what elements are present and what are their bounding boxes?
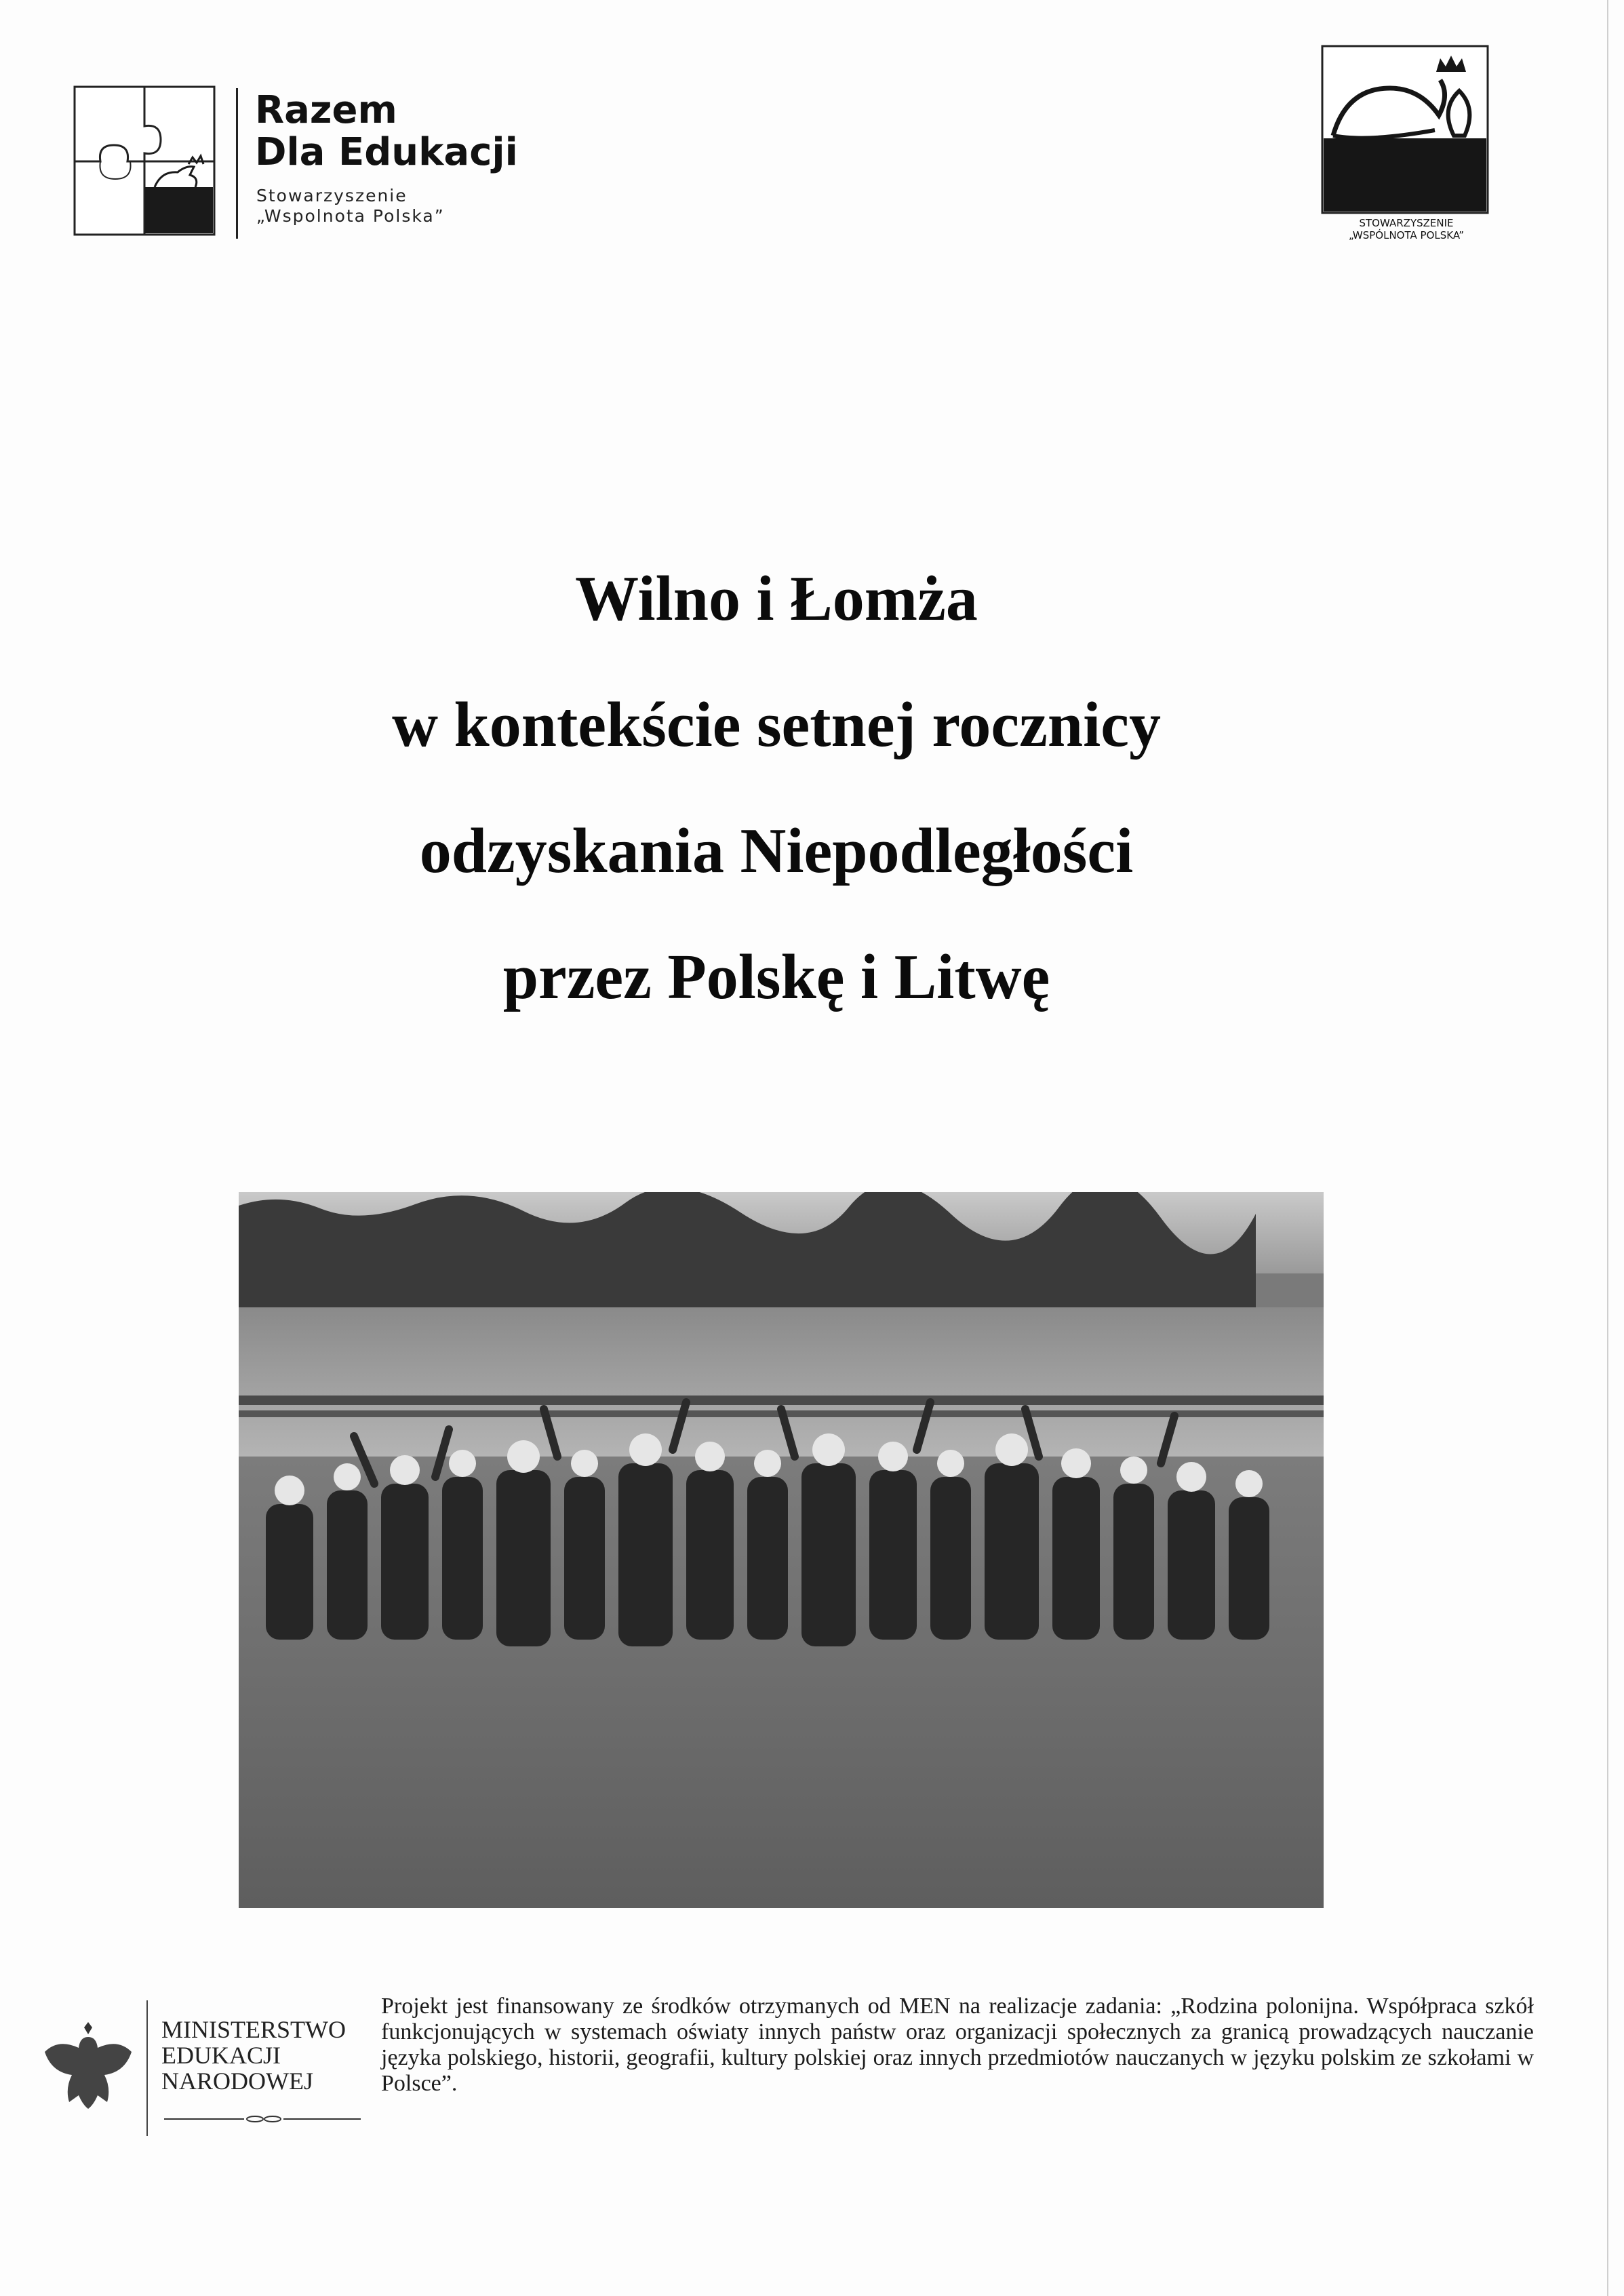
title-line1: Wilno i Łomża — [575, 563, 978, 634]
logo-subtitle-line2: „Wspolnota Polska” — [256, 206, 445, 226]
title-line3: odzyskania Niepodległości — [419, 816, 1134, 886]
ministry-line2: EDUKACJI — [161, 2042, 281, 2069]
group-photo-illustration — [239, 1192, 1324, 1908]
logo-caption-line2: „WSPÓLNOTA POLSKA” — [1348, 229, 1465, 241]
ministry-ornament — [164, 2114, 361, 2124]
title-line4: przez Polskę i Litwę — [502, 942, 1050, 1012]
puzzle-icon — [73, 85, 216, 236]
page-edge — [1607, 0, 1608, 2296]
crowned-swan-icon — [1321, 45, 1489, 214]
group-photo — [239, 1192, 1324, 1908]
logo-title — [255, 90, 518, 174]
footer — [41, 1994, 1534, 2156]
title-line2: w kontekście setnej rocznicy — [392, 690, 1161, 760]
ministry-line1: MINISTERSTWO — [161, 2016, 346, 2043]
razem-dla-edukacji-logo — [73, 85, 548, 241]
wspolnota-polska-logo — [1321, 45, 1492, 255]
funding-notice: Projekt jest finansowany ze środków otrzymanych od MEN na realizacje zadania: „Rodzina polonijna. Współpraca szkół funkcjonujących w systemach oświaty innych państw oraz organizacji społecznych za granicą prowadzących nauczanie języka polskiego, historii, geografii, kultury polskiej oraz innych przedmiotów nauczanych w języku polskim ze szkołami w Polsce”. — [381, 1994, 1534, 2096]
document-title — [136, 536, 1417, 1040]
logo-subtitle-line1: Stowarzyszenie — [256, 186, 408, 205]
polish-eagle-icon — [41, 2021, 136, 2122]
logo-caption-line1: STOWARZYSZENIE — [1359, 217, 1454, 229]
logo-title-line2: Dla Edukacji — [255, 130, 518, 174]
ministry-name — [161, 2017, 346, 2094]
logo-title-line1: Razem — [255, 88, 397, 132]
ministry-line3: NARODOWEJ — [161, 2067, 313, 2095]
logo-caption — [1321, 217, 1492, 241]
logo-subtitle — [256, 186, 445, 226]
logo-divider — [236, 88, 238, 239]
men-divider — [146, 2000, 148, 2136]
